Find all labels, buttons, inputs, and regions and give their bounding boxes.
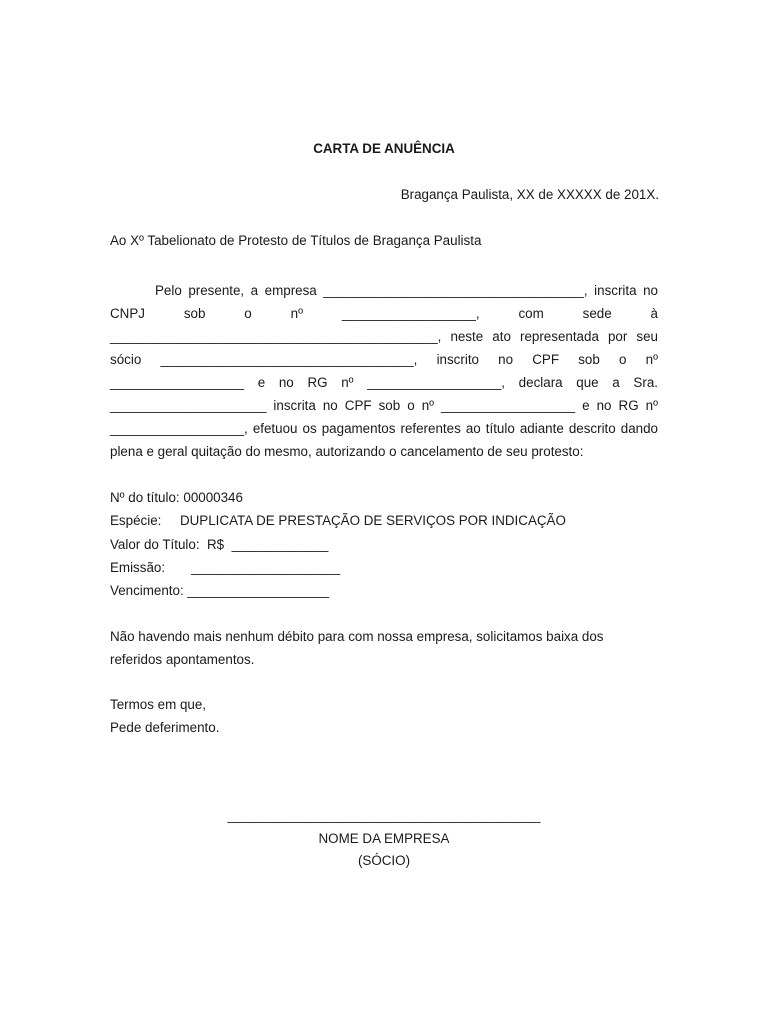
company-name: NOME DA EMPRESA	[318, 830, 450, 846]
document-title: CARTA DE ANUÊNCIA	[313, 141, 455, 156]
title-issue-date: Emissão: ____________________	[110, 559, 341, 575]
addressee: Ao Xº Tabelionato de Protesto de Títulos de Bragança Paulista	[110, 233, 482, 248]
place-date: Bragança Paulista, XX de XXXXX de 201X.	[400, 187, 659, 202]
regards-block	[110, 693, 219, 739]
title-type: Espécie: DUPLICATA DE PRESTAÇÃO DE SERVIÇOS POR INDICAÇÃO	[110, 513, 566, 529]
body-text: Pelo presente, a empresa ___________________________________, inscrita no CNPJ sob o nº __________________, com sede à ____________________________________________, neste ato representada por seu sócio __________________________________, inscrito no CPF sob o nº __________________ e no RG nº __________________, declara que a Sra. _____________________ inscrita no CPF sob o nº __________________ e no RG nº __________________, efetuou os pagamentos referentes ao título adiante descrito dando plena e geral quitação do mesmo, autorizando o cancelamento de seu protesto:	[110, 283, 658, 459]
signer-role: (SÓCIO)	[357, 853, 411, 868]
regards-line-1: Termos em que,	[110, 697, 207, 712]
title-value: Valor do Título: R$ _____________	[110, 536, 329, 552]
closing-paragraph: Não havendo mais nenhum débito para com nossa empresa, solicitamos baixa dos referidos apontamentos.	[110, 629, 604, 667]
title-number: Nº do título: 00000346	[110, 490, 243, 505]
regards-line-2: Pede deferimento.	[110, 720, 220, 735]
signature-block	[0, 805, 768, 873]
signature-line: __________________________________________	[227, 808, 541, 823]
title-due-date: Vencimento: ___________________	[110, 583, 329, 599]
title-details	[110, 486, 566, 602]
body-paragraph	[110, 279, 658, 463]
